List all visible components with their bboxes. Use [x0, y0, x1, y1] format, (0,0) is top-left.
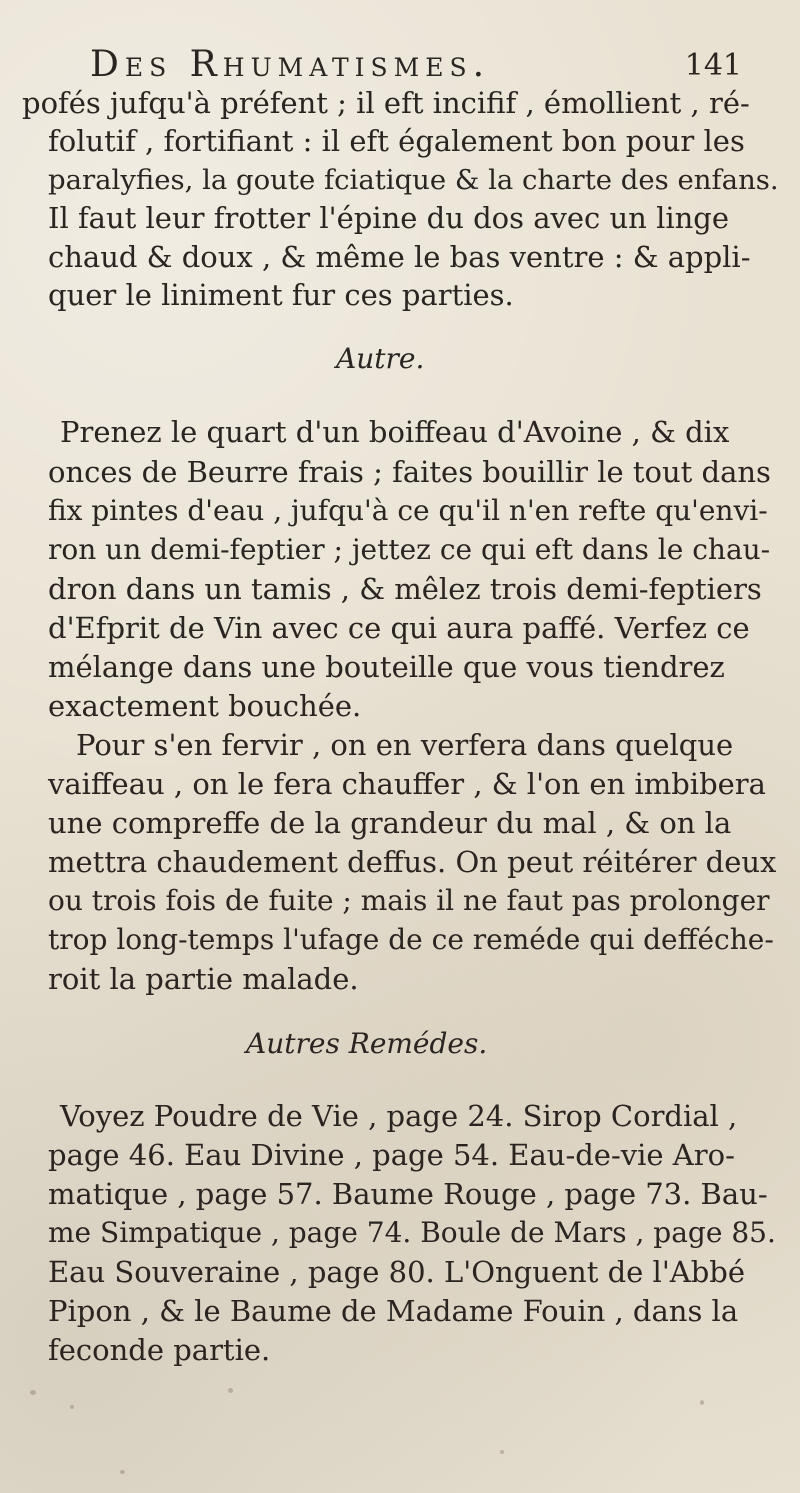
- text-line: page 46. Eau Divine , page 54. Eau-de-vie Aro-: [48, 1138, 735, 1172]
- text-line: matique , page 57. Baume Rouge , page 73. Bau-: [48, 1177, 768, 1211]
- text-line: une compreffe de la grandeur du mal , & on la: [48, 806, 732, 840]
- paper-speck: [30, 1390, 36, 1395]
- text-line: ou trois fois de fuite ; mais il ne faut pas prolonger: [48, 884, 770, 917]
- text-line: Il faut leur frotter l'épine du dos avec un linge: [48, 201, 730, 235]
- text-line: d'Efprit de Vin avec ce qui aura paffé. Verfez ce: [48, 611, 750, 645]
- text-line: ron un demi-feptier ; jettez ce qui eft dans le chau-: [48, 533, 771, 566]
- text-line: onces de Beurre frais ; faites bouillir le tout dans: [48, 455, 771, 489]
- text-line: dron dans un tamis , & mêlez trois demi-feptiers: [48, 572, 762, 606]
- text-line: vaiffeau , on le fera chauffer , & l'on en imbibera: [48, 767, 766, 801]
- page-number: 141: [684, 48, 742, 83]
- paper-speck: [228, 1388, 233, 1393]
- text-line: exactement bouchée.: [48, 689, 362, 723]
- text-line: pofés jufqu'à préfent ; il eft incifif , émollient , ré-: [22, 86, 750, 120]
- text-line: feconde partie.: [48, 1333, 271, 1367]
- paper-speck: [500, 1450, 504, 1454]
- text-line: folutif , fortifiant : il eft également bon pour les: [48, 124, 745, 158]
- text-line: quer le liniment fur ces parties.: [48, 278, 514, 312]
- text-line: Pipon , & le Baume de Madame Fouin , dans la: [48, 1294, 739, 1328]
- running-title: Des Rhumatismes.: [90, 44, 491, 85]
- text-line: fix pintes d'eau , jufqu'à ce qu'il n'en refte qu'envi-: [48, 494, 768, 527]
- section-heading-autres-remedes: Autres Remédes.: [246, 1027, 488, 1060]
- running-head: [90, 44, 760, 84]
- text-line: mettra chaudement deffus. On peut réitérer deux: [48, 845, 777, 879]
- text-line: paralyfies, la goute fciatique & la charte des enfans.: [48, 164, 779, 196]
- text-line: me Simpatique , page 74. Boule de Mars , page 85.: [48, 1216, 776, 1249]
- text-line: trop long-temps l'ufage de ce reméde qui defféche-: [48, 923, 774, 956]
- text-line: chaud & doux , & même le bas ventre : & appli-: [48, 240, 751, 274]
- paper-speck: [70, 1405, 74, 1409]
- section-heading-autre: Autre.: [336, 342, 425, 375]
- text-line: Prenez le quart d'un boiffeau d'Avoine , & dix: [60, 415, 730, 449]
- paper-speck: [120, 1470, 125, 1474]
- text-line: roit la partie malade.: [48, 962, 359, 996]
- text-line: mélange dans une bouteille que vous tiendrez: [48, 650, 725, 684]
- paper-speck: [700, 1400, 704, 1405]
- text-line: Pour s'en fervir , on en verfera dans quelque: [76, 728, 734, 762]
- text-line: Eau Souveraine , page 80. L'Onguent de l'Abbé: [48, 1255, 746, 1289]
- text-line: Voyez Poudre de Vie , page 24. Sirop Cordial ,: [60, 1099, 738, 1133]
